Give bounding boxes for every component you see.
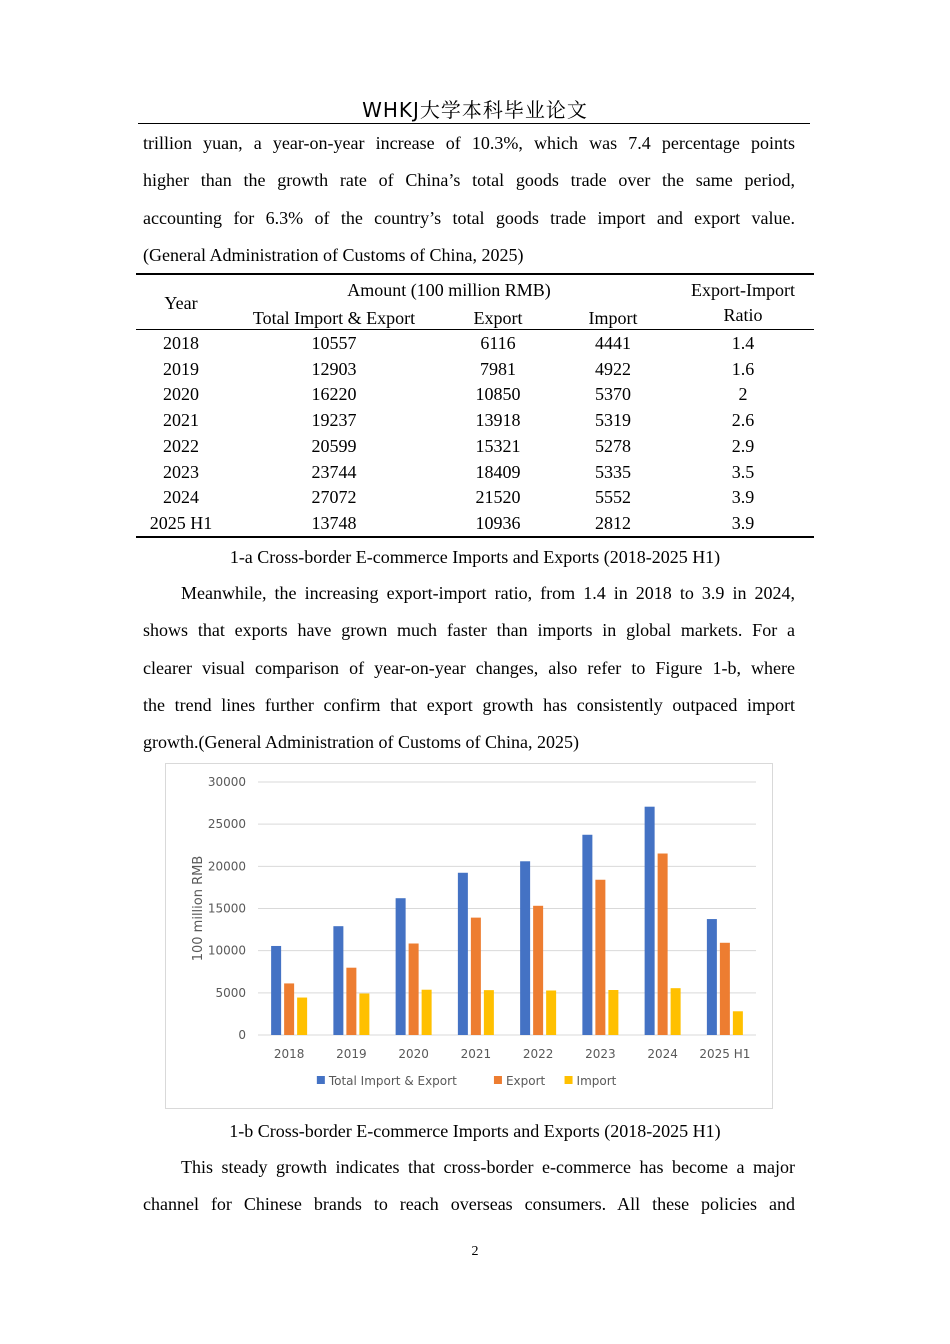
table-cell-export: 10850 [475, 384, 521, 405]
paragraph-line: This steady growth indicates that cross-border e-commerce has become a major [181, 1157, 795, 1177]
table-bottom-rule [136, 536, 814, 538]
bar-import-2019 [359, 993, 369, 1035]
table-cell-total: 27072 [311, 487, 357, 508]
legend-label: Export [505, 1074, 546, 1088]
bar-import-2025-H1 [733, 1011, 743, 1035]
table-header-rule [136, 329, 814, 330]
table-top-rule [136, 273, 814, 275]
legend-swatch [317, 1076, 325, 1084]
table-cell-year: 2023 [163, 461, 199, 482]
figure-caption: 1-b Cross-border E-commerce Imports and Exports (2018-2025 H1) [229, 1121, 721, 1141]
bar-import-2022 [546, 990, 556, 1035]
table-cell-year: 2020 [163, 384, 199, 405]
bar-import-2024 [671, 988, 681, 1035]
y-tick-label: 10000 [207, 943, 246, 958]
bar-export-2018 [284, 983, 294, 1035]
bar-total-import-export-2019 [333, 926, 343, 1035]
table-cell-import: 5335 [595, 461, 631, 482]
header-rule [138, 123, 810, 124]
bar-chart-svg [166, 764, 772, 1108]
x-tick-label: 2020 [398, 1047, 429, 1061]
paragraph-2 [143, 575, 795, 761]
x-tick-label: 2021 [460, 1047, 492, 1061]
table-header-ratio-line2: Ratio [723, 305, 763, 325]
table-cell-import: 5319 [595, 410, 631, 431]
paragraph-line: shows that exports have grown much faster than imports in global markets. For a [143, 620, 795, 641]
legend-label: Import [576, 1074, 617, 1088]
x-tick-label: 2018 [273, 1047, 305, 1061]
table-cell-export: 15321 [475, 435, 521, 456]
bar-import-2021 [484, 990, 494, 1035]
bar-chart [165, 763, 773, 1109]
table-cell-total: 20599 [311, 435, 357, 456]
table-cell-total: 12903 [311, 358, 357, 379]
paragraph-line: channel for Chinese brands to reach overseas consumers. All these policies and [143, 1194, 795, 1215]
x-tick-label: 2024 [647, 1047, 678, 1061]
table-cell-export: 7981 [480, 358, 516, 379]
paragraph-1 [143, 125, 795, 274]
table-cell-import: 4922 [595, 358, 631, 379]
y-tick-label: 30000 [207, 775, 246, 789]
table-header-ratio-line1: Export-Import [691, 280, 795, 300]
paragraph-line: accounting for 6.3% of the country’s total goods trade import and export value. [143, 207, 795, 228]
paragraph-line: growth.(General Administration of Customs of China, 2025) [143, 732, 579, 753]
table-cell-export: 10936 [475, 512, 521, 533]
legend-label: Total Import & Export [328, 1074, 457, 1088]
table-cell-total: 10557 [311, 333, 357, 353]
y-tick-label: 0 [238, 1028, 246, 1042]
y-tick-label: 5000 [215, 985, 246, 1000]
table-cell-export: 18409 [475, 461, 521, 482]
bar-total-import-export-2018 [271, 946, 281, 1035]
bar-export-2025-H1 [720, 943, 730, 1035]
bar-export-2019 [346, 968, 356, 1035]
bar-total-import-export-2025-H1 [707, 919, 717, 1035]
table-cell-total: 23744 [311, 461, 357, 482]
table-cell-export: 13918 [475, 410, 521, 431]
bar-export-2024 [658, 854, 668, 1035]
paragraph-line: higher than the growth rate of China’s total goods trade over the same period, [143, 170, 795, 191]
table-cell-ratio: 2.6 [731, 410, 755, 431]
table-header-year: Year [164, 293, 198, 313]
table-cell-ratio: 2 [738, 384, 748, 405]
table-cell-total: 19237 [311, 410, 357, 431]
table-cell-export: 6116 [480, 333, 516, 353]
x-tick-label: 2025 H1 [699, 1047, 751, 1061]
bar-import-2020 [422, 990, 432, 1035]
table-cell-year: 2025 H1 [149, 512, 213, 533]
bar-total-import-export-2024 [645, 807, 655, 1035]
table-cell-ratio: 2.9 [731, 435, 755, 456]
table-cell-ratio: 1.6 [731, 358, 755, 379]
table-cell-year: 2024 [163, 487, 199, 508]
bar-export-2023 [595, 880, 605, 1035]
table-cell-import: 4441 [595, 333, 631, 353]
paragraph-3 [143, 1149, 795, 1224]
y-tick-label: 25000 [207, 817, 246, 832]
table-header-export: Export [473, 308, 523, 328]
paragraph-line: the trend lines further confirm that export growth has consistently outpaced import [143, 694, 795, 715]
table-cell-ratio: 1.4 [731, 333, 755, 353]
bar-export-2022 [533, 906, 543, 1035]
table-cell-export: 21520 [475, 487, 521, 508]
x-tick-label: 2023 [585, 1047, 616, 1061]
x-tick-label: 2022 [522, 1047, 554, 1061]
bar-total-import-export-2022 [520, 861, 530, 1035]
legend-swatch [494, 1076, 502, 1084]
table-cell-year: 2019 [163, 358, 199, 379]
y-tick-label: 20000 [207, 859, 246, 874]
table-header-amount: Amount (100 million RMB) [347, 280, 551, 300]
table-cell-total: 16220 [311, 384, 357, 405]
legend-swatch [565, 1076, 573, 1084]
paragraph-line: clearer visual comparison of year-on-year changes, also refer to Figure 1-b, where [143, 657, 795, 678]
paragraph-line: Meanwhile, the increasing export-import ratio, from 1.4 in 2018 to 3.9 in 2024, [181, 583, 795, 603]
table-cell-total: 13748 [311, 512, 357, 533]
table-cell-year: 2021 [163, 410, 199, 431]
table-cell-year: 2018 [163, 333, 199, 353]
page-number: 2 [471, 1244, 479, 1259]
table-header-import: Import [588, 308, 638, 328]
x-tick-label: 2019 [336, 1047, 367, 1061]
bar-export-2021 [471, 918, 481, 1035]
table-cell-import: 5370 [595, 384, 631, 405]
bar-total-import-export-2021 [458, 873, 468, 1035]
table-cell-year: 2022 [163, 435, 199, 456]
table-header-total: Total Import & Export [252, 308, 416, 328]
bar-total-import-export-2023 [582, 835, 592, 1035]
table-cell-import: 2812 [595, 512, 631, 533]
table-cell-ratio: 3.5 [731, 461, 755, 482]
paragraph-line: trillion yuan, a year-on-year increase of 10.3%, which was 7.4 percentage points [143, 133, 795, 153]
paragraph-line: (General Administration of Customs of China, 2025) [143, 244, 524, 265]
bar-import-2018 [297, 998, 307, 1035]
table-caption: 1-a Cross-border E-commerce Imports and Exports (2018-2025 H1) [229, 547, 721, 567]
bar-total-import-export-2020 [396, 898, 406, 1035]
bar-import-2023 [608, 990, 618, 1035]
table-cell-import: 5552 [595, 487, 631, 508]
table-cell-ratio: 3.9 [731, 487, 755, 508]
y-tick-label: 15000 [207, 901, 246, 916]
y-axis-label: 100 million RMB [191, 855, 206, 962]
table-cell-import: 5278 [595, 435, 631, 456]
page-header-title: WHKJ大学本科毕业论文 [362, 98, 588, 122]
bar-export-2020 [409, 943, 419, 1035]
table-cell-ratio: 3.9 [731, 512, 755, 533]
